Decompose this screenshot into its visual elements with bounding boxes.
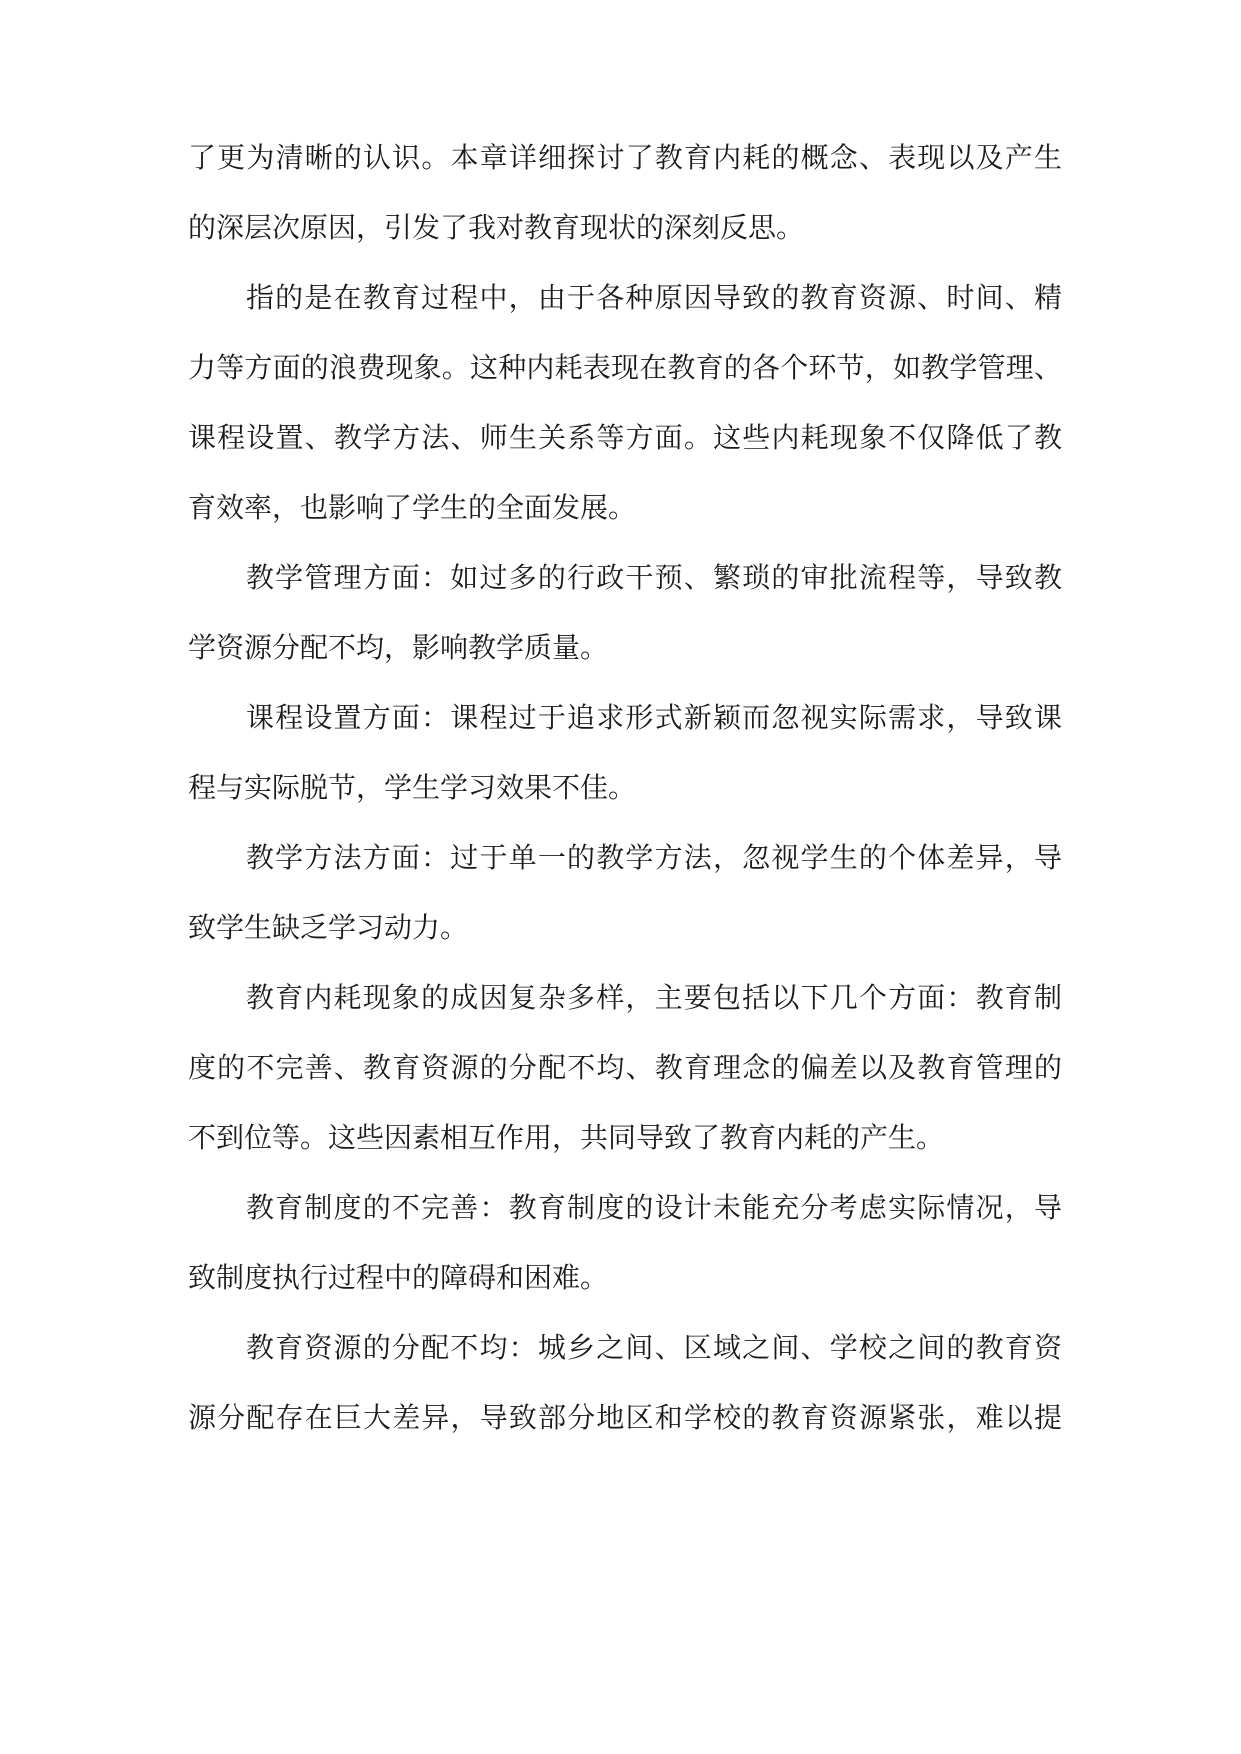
- text-line: 的深层次原因，引发了我对教育现状的深刻反思。: [188, 211, 805, 244]
- text-line: 教育制度的不完善：教育制度的设计未能充分考虑实际情况，导: [246, 1191, 1062, 1224]
- text-line: 教育资源的分配不均：城乡之间、区域之间、学校之间的教育资: [246, 1331, 1062, 1364]
- text-line: 教育内耗现象的成因复杂多样，主要包括以下几个方面：教育制: [246, 981, 1062, 1014]
- text-line: 学资源分配不均，影响教学质量。: [188, 631, 609, 664]
- text-line: 指的是在教育过程中，由于各种原因导致的教育资源、时间、精: [246, 281, 1062, 314]
- text-line: 课程设置方面：课程过于追求形式新颖而忽视实际需求，导致课: [246, 701, 1062, 734]
- text-line: 力等方面的浪费现象。这种内耗表现在教育的各个环节，如教学管理、: [188, 351, 1062, 384]
- text-line: 课程设置、教学方法、师生关系等方面。这些内耗现象不仅降低了教: [188, 421, 1062, 454]
- text-line: 教学管理方面：如过多的行政干预、繁琐的审批流程等，导致教: [246, 561, 1062, 594]
- text-line: 教学方法方面：过于单一的教学方法，忽视学生的个体差异，导: [246, 841, 1062, 874]
- text-line: 源分配存在巨大差异，导致部分地区和学校的教育资源紧张，难以提: [188, 1401, 1062, 1434]
- text-line: 了更为清晰的认识。本章详细探讨了教育内耗的概念、表现以及产生: [188, 141, 1062, 174]
- text-line: 育效率，也影响了学生的全面发展。: [188, 491, 637, 524]
- text-line: 程与实际脱节，学生学习效果不佳。: [188, 771, 637, 804]
- text-line: 致制度执行过程中的障碍和困难。: [188, 1261, 609, 1294]
- text-line: 度的不完善、教育资源的分配不均、教育理念的偏差以及教育管理的: [188, 1051, 1062, 1084]
- body-text: [188, 140, 1062, 1470]
- text-line: 致学生缺乏学习动力。: [188, 911, 469, 944]
- text-line: 不到位等。这些因素相互作用，共同导致了教育内耗的产生。: [188, 1121, 945, 1154]
